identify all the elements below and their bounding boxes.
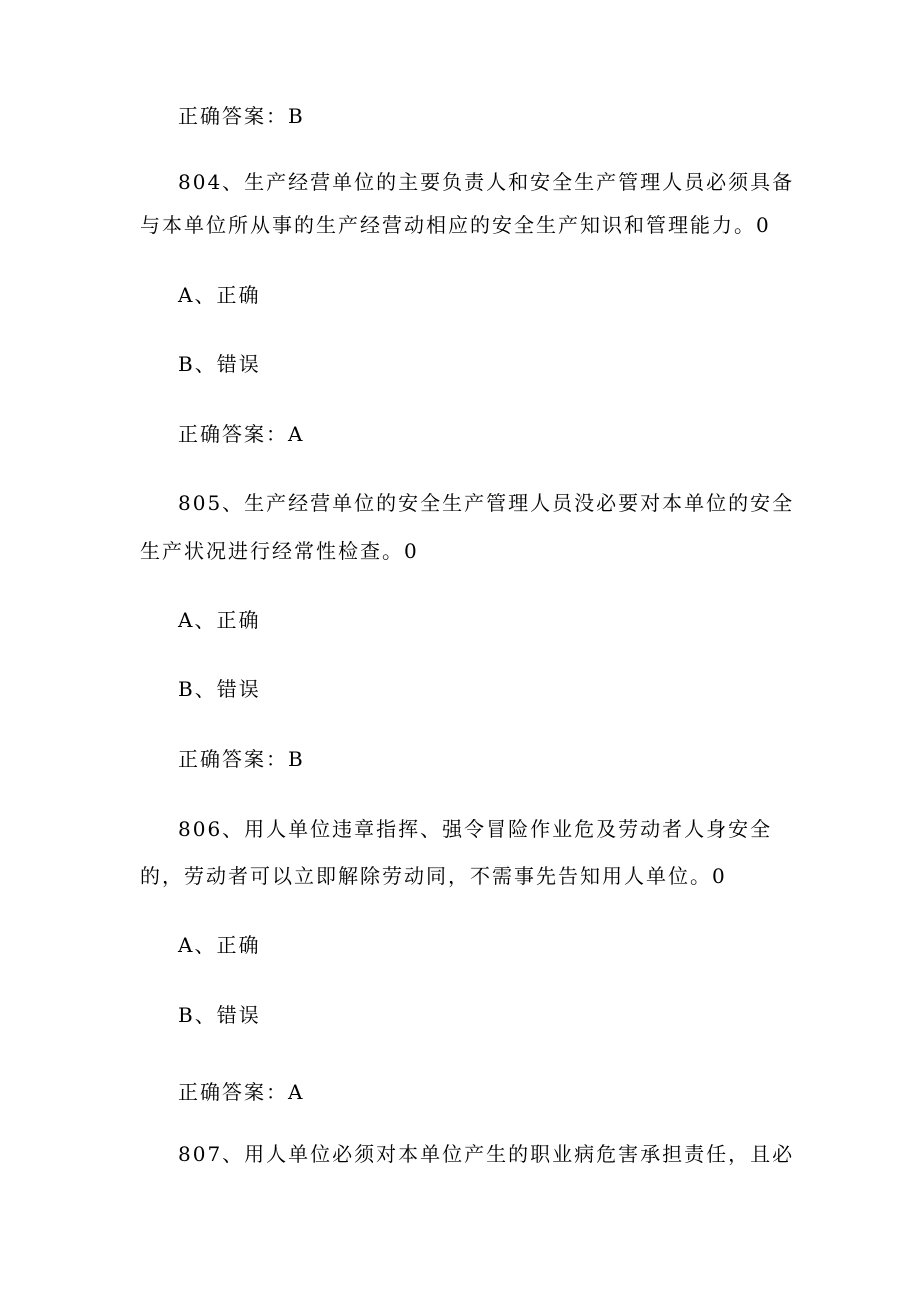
question-805-answer: 正确答案：B — [178, 747, 305, 771]
question-806-option-a: A、正确 — [178, 933, 261, 957]
question-806-answer: 正确答案：A — [178, 1080, 305, 1104]
question-804-line-1: 804、生产经营单位的主要负责人和安全生产管理人员必须具备 — [178, 170, 795, 194]
question-805-line-2: 生产状况进行经常性检查。0 — [140, 539, 419, 563]
question-806-line-1: 806、用人单位违章指挥、强令冒险作业危及劳动者人身安全 — [178, 817, 773, 841]
question-804-option-a: A、正确 — [178, 283, 261, 307]
question-807-line-1: 807、用人单位必须对本单位产生的职业病危害承担责任，且必 — [178, 1142, 795, 1166]
question-806-line-2: 的，劳动者可以立即解除劳动同，不需事先告知用人单位。0 — [140, 864, 727, 888]
question-805-line-1: 805、生产经营单位的安全生产管理人员没必要对本单位的安全 — [178, 491, 795, 515]
question-805-option-b: B、错误 — [178, 677, 261, 701]
question-804-option-b: B、错误 — [178, 352, 261, 376]
answer-803: 正确答案：B — [178, 104, 305, 128]
question-806-option-b: B、错误 — [178, 1003, 261, 1027]
question-804-answer: 正确答案：A — [178, 422, 305, 446]
question-804-line-2: 与本单位所从事的生产经营动相应的安全生产知识和管理能力。0 — [140, 213, 771, 237]
question-805-option-a: A、正确 — [178, 608, 261, 632]
